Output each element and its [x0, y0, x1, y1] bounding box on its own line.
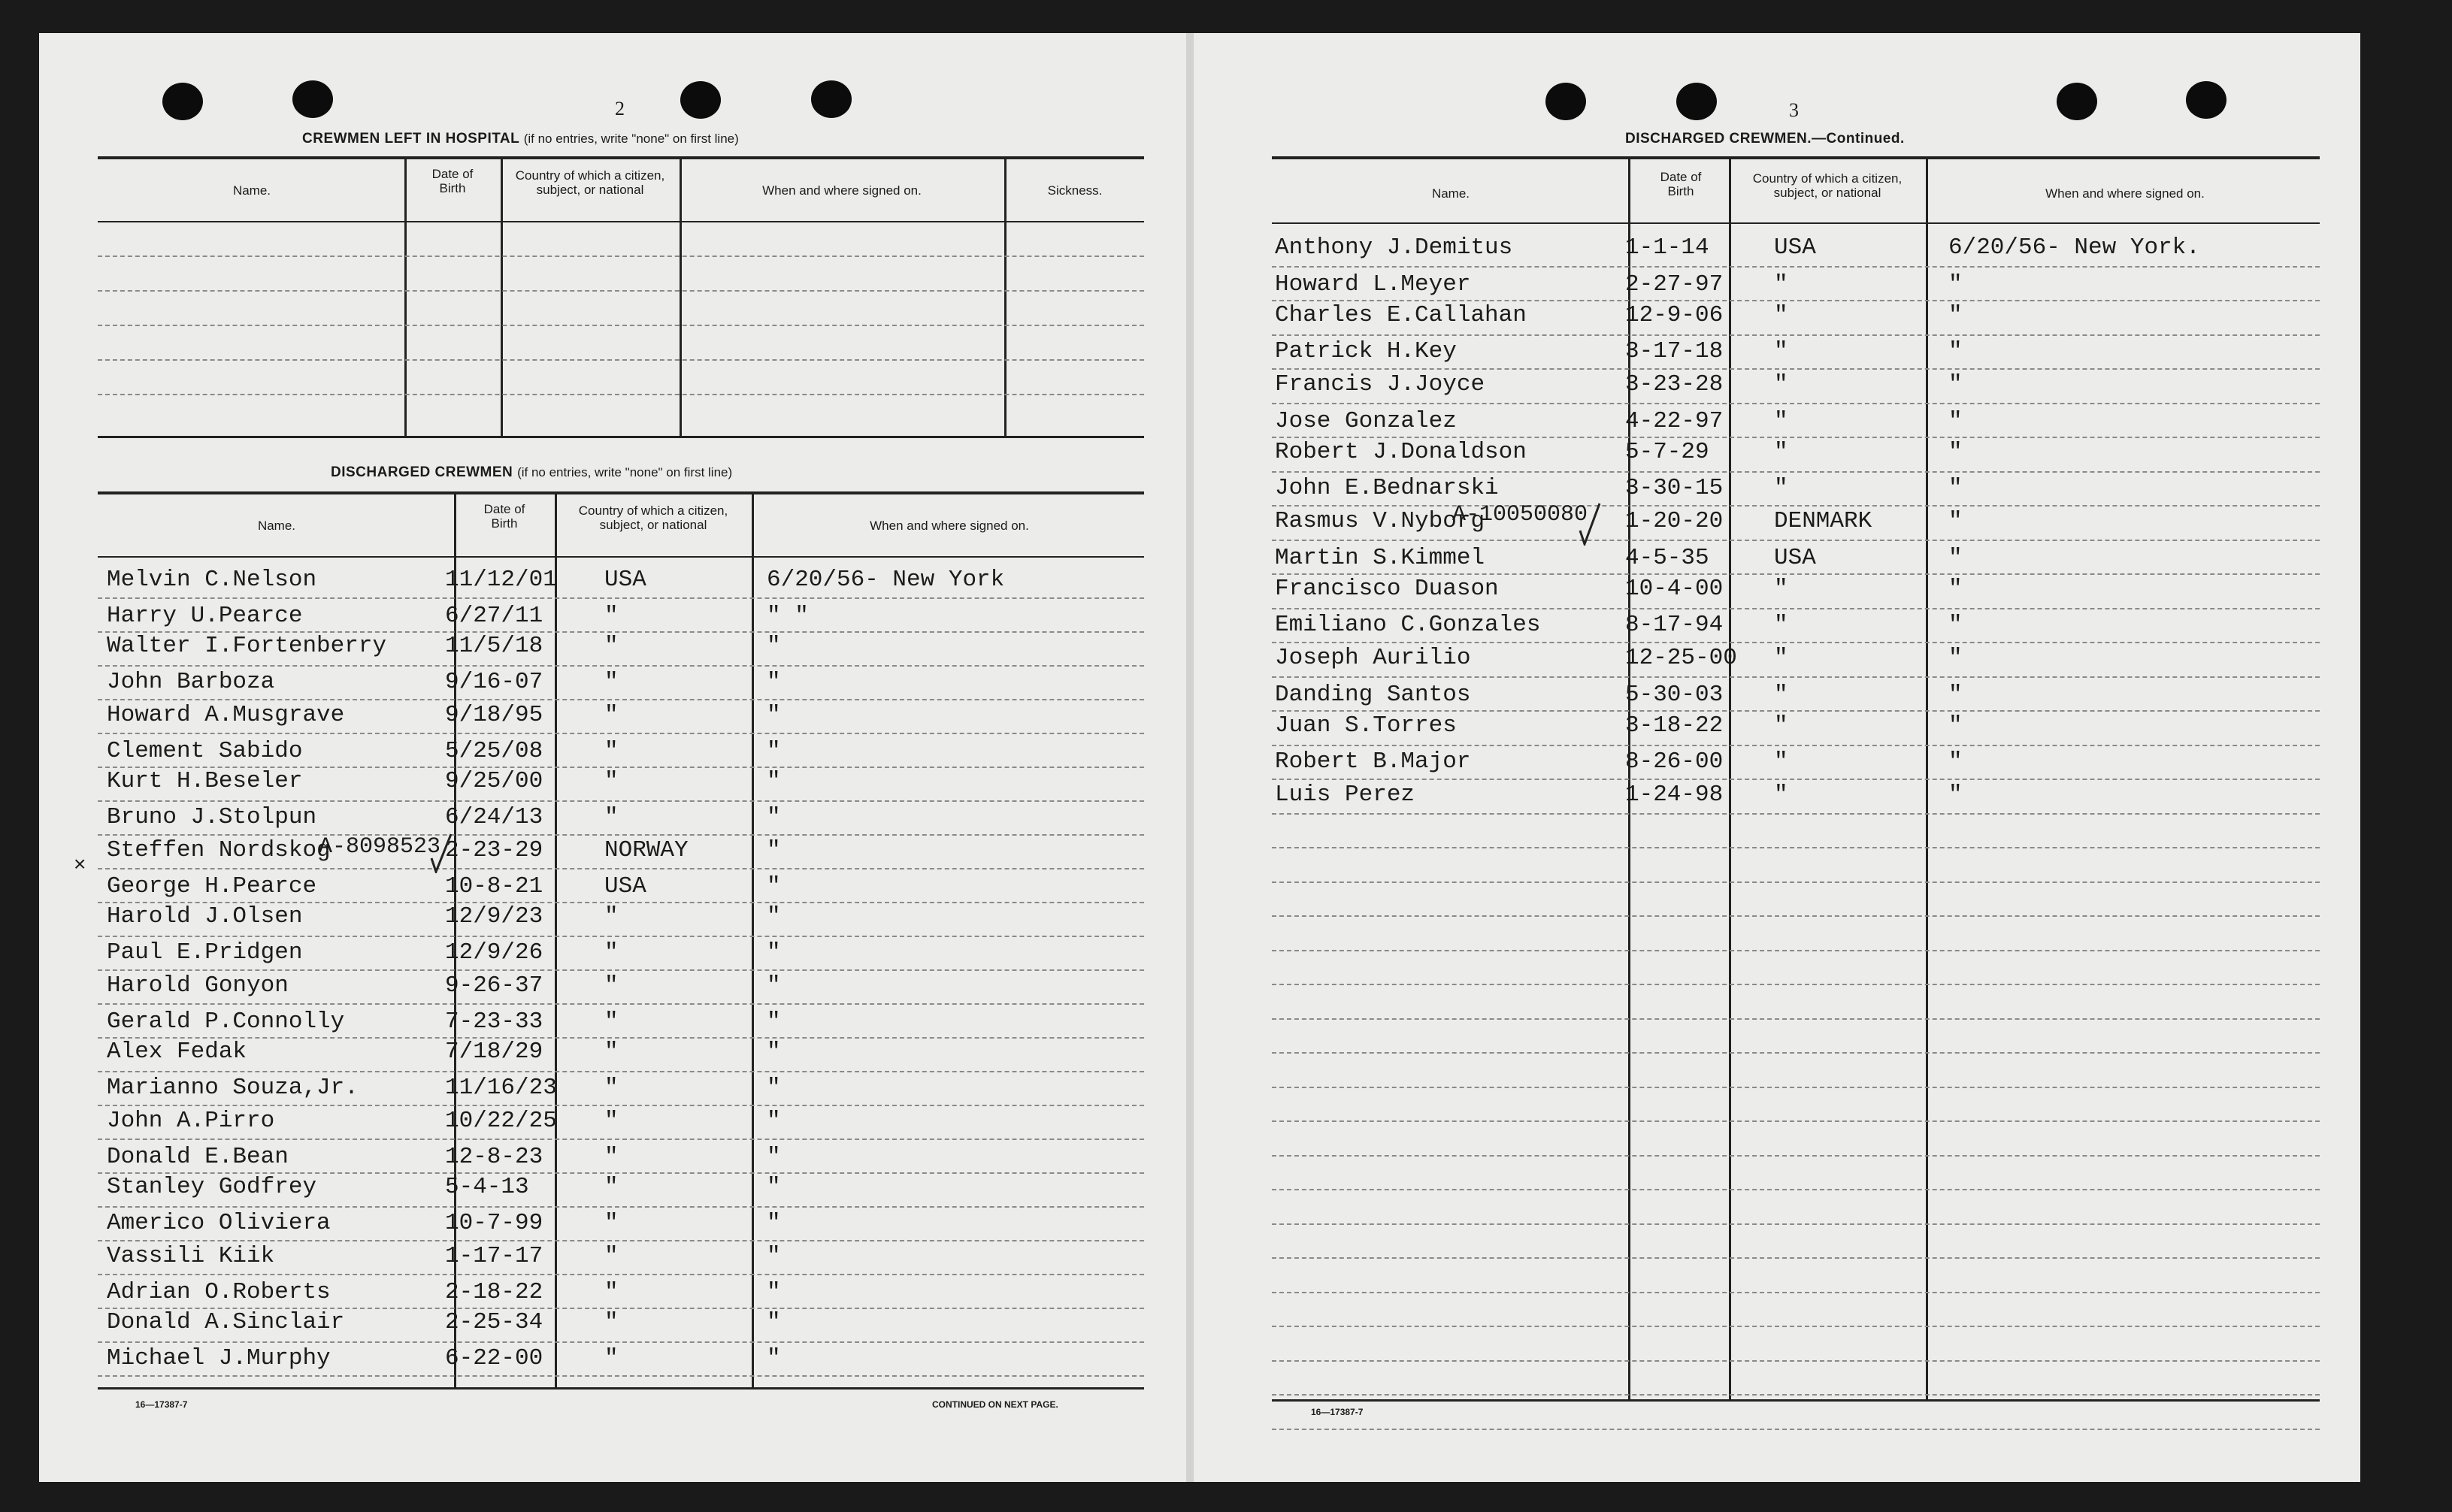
header-country: Country of which a citizen, subject, or national: [578, 503, 728, 532]
header-signed: When and where signed on.: [2045, 186, 2205, 201]
crew-name: Robert J.Donaldson: [1275, 439, 1527, 465]
crew-signed-on: ": [767, 1279, 781, 1305]
crew-name: Howard L.Meyer: [1275, 271, 1471, 298]
column-divider: [680, 159, 682, 437]
crew-name: Clement Sabido: [107, 738, 303, 764]
crew-dob: 1-17-17: [445, 1243, 543, 1269]
crew-country: ": [604, 603, 619, 629]
row-rule: [98, 290, 1144, 292]
row-rule: [98, 1240, 1144, 1241]
crew-signed-on: ": [767, 972, 781, 999]
crew-dob: 6/27/11: [445, 603, 543, 629]
crew-country: ": [604, 768, 619, 794]
crew-dob: 2-18-22: [445, 1279, 543, 1305]
crew-dob: 5-30-03: [1625, 681, 1724, 708]
crew-country: NORWAY: [604, 837, 689, 863]
row-rule: [1272, 676, 2320, 678]
row-rule: [1272, 710, 2320, 712]
crew-country: ": [604, 1210, 619, 1236]
crew-dob: 9/16-07: [445, 669, 543, 695]
crew-dob: 12/9/26: [445, 939, 543, 966]
crew-name: Jose Gonzalez: [1275, 407, 1457, 434]
crew-signed-on: ": [767, 1309, 781, 1335]
crew-country: ": [1774, 611, 1788, 638]
punch-hole: [1545, 83, 1586, 120]
crew-dob: 1-24-98: [1625, 782, 1724, 808]
crew-dob: 9-26-37: [445, 972, 543, 999]
header-country: Country of which a citizen, subject, or national: [1752, 171, 1903, 200]
header-name: Name.: [257, 519, 296, 533]
crew-dob: 12-8-23: [445, 1144, 543, 1170]
crew-signed-on: ": [1948, 439, 1963, 465]
crew-country: ": [604, 1279, 619, 1305]
row-rule: [1272, 950, 2320, 951]
table-border: [1272, 156, 2320, 159]
row-rule: [1272, 505, 2320, 507]
row-rule: [1272, 1429, 2320, 1430]
crew-dob: 4-5-35: [1625, 544, 1709, 571]
crew-name: Joseph Aurilio: [1275, 645, 1471, 671]
crew-name: Melvin C.Nelson: [107, 567, 317, 593]
crew-country: ": [604, 669, 619, 695]
crew-name: Francis J.Joyce: [1275, 371, 1485, 398]
row-rule: [1272, 847, 2320, 848]
crew-name: Anthony J.Demitus: [1275, 234, 1513, 261]
column-divider: [752, 494, 754, 1389]
crew-name: Howard A.Musgrave: [107, 702, 345, 728]
crew-signed-on: ": [767, 1345, 781, 1371]
crew-signed-on: ": [1948, 371, 1963, 398]
crew-signed-on: ": [1948, 337, 1963, 364]
table-border: [98, 436, 1144, 438]
crew-dob: 2-27-97: [1625, 271, 1724, 298]
row-rule: [1272, 1394, 2320, 1396]
discharged-section-title: [331, 464, 732, 481]
crew-country: ": [604, 1075, 619, 1101]
crew-name: Alex Fedak: [107, 1039, 247, 1065]
form-number: 16—17387-7: [1311, 1407, 1364, 1417]
crew-signed-on: ": [767, 768, 781, 794]
row-rule: [98, 1139, 1144, 1140]
punch-hole: [2186, 81, 2226, 119]
crew-signed-on: ": [767, 1039, 781, 1065]
margin-mark: ×: [74, 852, 86, 875]
row-rule: [98, 359, 1144, 361]
crew-signed-on: ": [767, 939, 781, 966]
row-rule: [98, 256, 1144, 257]
crew-name: Juan S.Torres: [1275, 712, 1457, 739]
column-divider: [1729, 159, 1731, 1401]
crew-country: USA: [1774, 234, 1816, 261]
crew-signed-on: ": [767, 702, 781, 728]
crew-dob: 10/22/25: [445, 1108, 557, 1134]
crew-signed-on: ": [767, 804, 781, 830]
crew-country: ": [1774, 407, 1788, 434]
crew-country: ": [604, 1345, 619, 1371]
table-border: [1272, 1399, 2320, 1402]
row-rule: [1272, 1120, 2320, 1122]
row-rule: [1272, 984, 2320, 985]
row-rule: [1272, 1189, 2320, 1190]
crew-country: ": [1774, 302, 1788, 328]
crew-signed-on: ": [767, 669, 781, 695]
crew-dob: 12-25-00: [1625, 645, 1737, 671]
crew-country: ": [1774, 474, 1788, 501]
hospital-subtitle: (if no entries, write "none" on first line): [523, 132, 739, 146]
crew-name: Gerald P.Connolly: [107, 1009, 345, 1035]
continued-section-title: DISCHARGED CREWMEN.—Continued.: [1625, 131, 1905, 147]
punch-hole: [162, 83, 203, 120]
crew-dob: 8-17-94: [1625, 611, 1724, 638]
crew-country: ": [604, 633, 619, 659]
crew-name: George H.Pearce: [107, 873, 317, 900]
crew-country: ": [1774, 337, 1788, 364]
crew-dob: 7/18/29: [445, 1039, 543, 1065]
crew-signed-on: ": [1948, 302, 1963, 328]
crew-dob: 6/24/13: [445, 804, 543, 830]
row-rule: [1272, 1292, 2320, 1293]
row-rule: [1272, 1087, 2320, 1088]
table-border: [1272, 222, 2320, 224]
crew-name: Donald A.Sinclair: [107, 1309, 345, 1335]
header-name: Name.: [1431, 186, 1470, 201]
crew-signed-on: ": [767, 1108, 781, 1134]
crew-name: John A.Pirro: [107, 1108, 275, 1134]
crew-dob: 8-26-00: [1625, 748, 1724, 775]
row-rule: [1272, 1223, 2320, 1225]
crew-name: Vassili Kiik: [107, 1243, 275, 1269]
crew-dob: 4-22-97: [1625, 407, 1724, 434]
crew-name: Stanley Godfrey: [107, 1174, 317, 1200]
discharged-title: DISCHARGED CREWMEN: [331, 464, 513, 480]
crew-signed-on: ": [1948, 576, 1963, 602]
row-rule: [98, 1375, 1144, 1377]
crew-dob: 5/25/08: [445, 738, 543, 764]
column-divider: [1926, 159, 1928, 1401]
crew-dob: 10-7-99: [445, 1210, 543, 1236]
crew-country: ": [604, 1108, 619, 1134]
row-rule: [1272, 471, 2320, 473]
row-rule: [98, 1071, 1144, 1072]
crew-country: ": [604, 1144, 619, 1170]
row-rule: [1272, 266, 2320, 268]
crew-country: ": [1774, 576, 1788, 602]
table-border: [98, 156, 1144, 159]
crew-name: Martin S.Kimmel: [1275, 544, 1485, 571]
crew-name: Donald E.Bean: [107, 1144, 289, 1170]
crew-name: Rasmus V.Nyborg: [1275, 508, 1485, 534]
row-rule: [98, 868, 1144, 869]
crew-country: ": [1774, 439, 1788, 465]
page-fold: [1186, 33, 1194, 1482]
crew-dob: 12-9-06: [1625, 302, 1724, 328]
crew-signed-on: ": [767, 873, 781, 900]
crew-dob: 2-23-29: [445, 837, 543, 863]
crew-signed-on: ": [1948, 407, 1963, 434]
row-rule: [98, 1037, 1144, 1039]
crew-signed-on: ": [767, 903, 781, 930]
crew-country: ": [1774, 371, 1788, 398]
crew-country: USA: [604, 567, 646, 593]
crew-name: Walter I.Fortenberry: [107, 633, 387, 659]
crew-signed-on: ": [767, 837, 781, 863]
crew-dob: 7-23-33: [445, 1009, 543, 1035]
crew-signed-on: ": [767, 1174, 781, 1200]
row-rule: [1272, 779, 2320, 780]
row-rule: [98, 969, 1144, 971]
crew-country: ": [1774, 748, 1788, 775]
crew-country: ": [604, 1039, 619, 1065]
crew-country: ": [604, 738, 619, 764]
crew-dob: 5-4-13: [445, 1174, 529, 1200]
alien-registration-annotation: A-8098523: [319, 834, 441, 860]
row-rule: [1272, 368, 2320, 370]
row-rule: [1272, 334, 2320, 336]
crew-country: USA: [604, 873, 646, 900]
crew-country: ": [604, 1174, 619, 1200]
row-rule: [1272, 813, 2320, 815]
crew-signed-on: ": [767, 633, 781, 659]
row-rule: [98, 699, 1144, 700]
table-border: [98, 491, 1144, 494]
crew-signed-on: ": [1948, 748, 1963, 775]
row-rule: [98, 394, 1144, 395]
row-rule: [1272, 403, 2320, 404]
column-divider: [501, 159, 503, 437]
crew-name: Michael J.Murphy: [107, 1345, 331, 1371]
crew-name: Adrian O.Roberts: [107, 1279, 331, 1305]
column-divider: [404, 159, 407, 437]
hospital-title: CREWMEN LEFT IN HOSPITAL: [302, 131, 519, 147]
alien-registration-annotation: A-10050080: [1452, 502, 1588, 528]
crew-name: Paul E.Pridgen: [107, 939, 303, 966]
crew-name: Emiliano C.Gonzales: [1275, 611, 1541, 638]
row-rule: [98, 1341, 1144, 1343]
page-number: 2: [615, 98, 625, 119]
crew-name: Harry U.Pearce: [107, 603, 303, 629]
crew-country: ": [604, 1243, 619, 1269]
row-rule: [1272, 1360, 2320, 1362]
crew-name: Harold J.Olsen: [107, 903, 303, 930]
row-rule: [1272, 1018, 2320, 1020]
crew-dob: 5-7-29: [1625, 439, 1709, 465]
crew-country: ": [604, 903, 619, 930]
row-rule: [98, 1105, 1144, 1106]
crew-signed-on: ": [1948, 508, 1963, 534]
check-mark-icon: [428, 831, 454, 873]
row-rule: [98, 1274, 1144, 1275]
crew-name: Bruno J.Stolpun: [107, 804, 317, 830]
crew-country: ": [604, 1309, 619, 1335]
header-country: Country of which a citizen, subject, or national: [515, 168, 665, 197]
column-divider: [1004, 159, 1007, 437]
row-rule: [1272, 1257, 2320, 1259]
crew-dob: 1-1-14: [1625, 234, 1709, 261]
row-rule: [1272, 300, 2320, 301]
punch-hole: [1676, 83, 1717, 120]
row-rule: [1272, 540, 2320, 541]
crew-dob: 3-18-22: [1625, 712, 1724, 739]
row-rule: [1272, 608, 2320, 609]
crew-dob: 3-17-18: [1625, 337, 1724, 364]
crew-country: ": [604, 939, 619, 966]
crew-signed-on: ": [1948, 681, 1963, 708]
row-rule: [98, 800, 1144, 802]
crew-dob: 9/25/00: [445, 768, 543, 794]
row-rule: [98, 1206, 1144, 1208]
crew-name: Luis Perez: [1275, 782, 1415, 808]
crew-name: Harold Gonyon: [107, 972, 289, 999]
crew-dob: 1-20-20: [1625, 508, 1724, 534]
row-rule: [1272, 745, 2320, 746]
row-rule: [1272, 881, 2320, 883]
crew-country: DENMARK: [1774, 508, 1872, 534]
row-rule: [1272, 437, 2320, 438]
crew-signed-on: ": [1948, 611, 1963, 638]
header-dob: Date of Birth: [431, 167, 474, 195]
crew-dob: 12/9/23: [445, 903, 543, 930]
crew-name: Steffen Nordskog: [107, 837, 331, 863]
crew-dob: 9/18/95: [445, 702, 543, 728]
crew-signed-on: ": [767, 1075, 781, 1101]
table-border: [98, 556, 1144, 558]
crew-name: Patrick H.Key: [1275, 337, 1457, 364]
header-name: Name.: [232, 183, 271, 198]
crew-country: USA: [1774, 544, 1816, 571]
check-mark-icon: [1577, 500, 1603, 546]
row-rule: [98, 936, 1144, 937]
crew-signed-on: ": [767, 1009, 781, 1035]
hospital-section-title: [302, 131, 739, 147]
row-rule: [1272, 1326, 2320, 1327]
crew-signed-on: ": [1948, 474, 1963, 501]
crew-signed-on: ": [1948, 544, 1963, 571]
table-border: [98, 1387, 1144, 1390]
crew-country: ": [1774, 782, 1788, 808]
crew-country: ": [604, 702, 619, 728]
row-rule: [1272, 573, 2320, 575]
crew-dob: 11/5/18: [445, 633, 543, 659]
crew-name: Francisco Duason: [1275, 576, 1499, 602]
crew-dob: 10-4-00: [1625, 576, 1724, 602]
row-rule: [1272, 915, 2320, 917]
row-rule: [1272, 1052, 2320, 1054]
crew-dob: 10-8-21: [445, 873, 543, 900]
row-rule: [98, 665, 1144, 667]
crew-country: ": [1774, 681, 1788, 708]
punch-hole: [680, 81, 721, 119]
row-rule: [98, 733, 1144, 734]
crew-signed-on: ": [1948, 782, 1963, 808]
crew-signed-on: ": [1948, 712, 1963, 739]
row-rule: [98, 597, 1144, 599]
crew-country: ": [1774, 645, 1788, 671]
crew-name: John Barboza: [107, 669, 275, 695]
crew-signed-on: ": [1948, 271, 1963, 298]
header-dob: Date of Birth: [483, 502, 525, 531]
crew-country: ": [1774, 271, 1788, 298]
crew-signed-on: ": [767, 1210, 781, 1236]
crew-dob: 11/12/01: [445, 567, 557, 593]
header-signed: When and where signed on.: [762, 183, 922, 198]
crew-dob: 6-22-00: [445, 1345, 543, 1371]
crew-signed-on: 6/20/56- New York: [767, 567, 1005, 593]
continued-note: CONTINUED ON NEXT PAGE.: [932, 1399, 1058, 1410]
punch-hole: [292, 80, 333, 118]
crew-signed-on: ": [1948, 645, 1963, 671]
header-sickness: Sickness.: [1047, 183, 1103, 198]
crew-signed-on: ": [767, 738, 781, 764]
crew-signed-on: ": [767, 1144, 781, 1170]
row-rule: [1272, 1155, 2320, 1157]
crew-name: Marianno Souza,Jr.: [107, 1075, 359, 1101]
crew-name: Charles E.Callahan: [1275, 302, 1527, 328]
crew-name: Kurt H.Beseler: [107, 768, 303, 794]
crew-country: ": [1774, 712, 1788, 739]
row-rule: [98, 1003, 1144, 1005]
crew-dob: 11/16/23: [445, 1075, 557, 1101]
row-rule: [1272, 642, 2320, 643]
crew-signed-on: " ": [767, 603, 809, 629]
crew-dob: 3-23-28: [1625, 371, 1724, 398]
crew-name: John E.Bednarski: [1275, 474, 1499, 501]
page-number: 3: [1789, 99, 1799, 121]
punch-hole: [811, 80, 852, 118]
header-dob: Date of Birth: [1660, 170, 1702, 198]
crew-name: Danding Santos: [1275, 681, 1471, 708]
form-number: 16—17387-7: [135, 1399, 188, 1410]
punch-hole: [2057, 83, 2097, 120]
crew-signed-on: 6/20/56- New York.: [1948, 234, 2200, 261]
table-border: [98, 221, 1144, 222]
crew-dob: 3-30-15: [1625, 474, 1724, 501]
crew-signed-on: ": [767, 1243, 781, 1269]
crew-name: Americo Oliviera: [107, 1210, 331, 1236]
crew-country: ": [604, 972, 619, 999]
row-rule: [98, 325, 1144, 326]
discharged-subtitle: (if no entries, write "none" on first line): [517, 465, 733, 479]
crew-country: ": [604, 804, 619, 830]
crew-country: ": [604, 1009, 619, 1035]
crew-name: Robert B.Major: [1275, 748, 1471, 775]
crew-dob: 2-25-34: [445, 1309, 543, 1335]
row-rule: [98, 834, 1144, 836]
column-divider: [555, 494, 557, 1389]
header-signed: When and where signed on.: [870, 519, 1029, 533]
